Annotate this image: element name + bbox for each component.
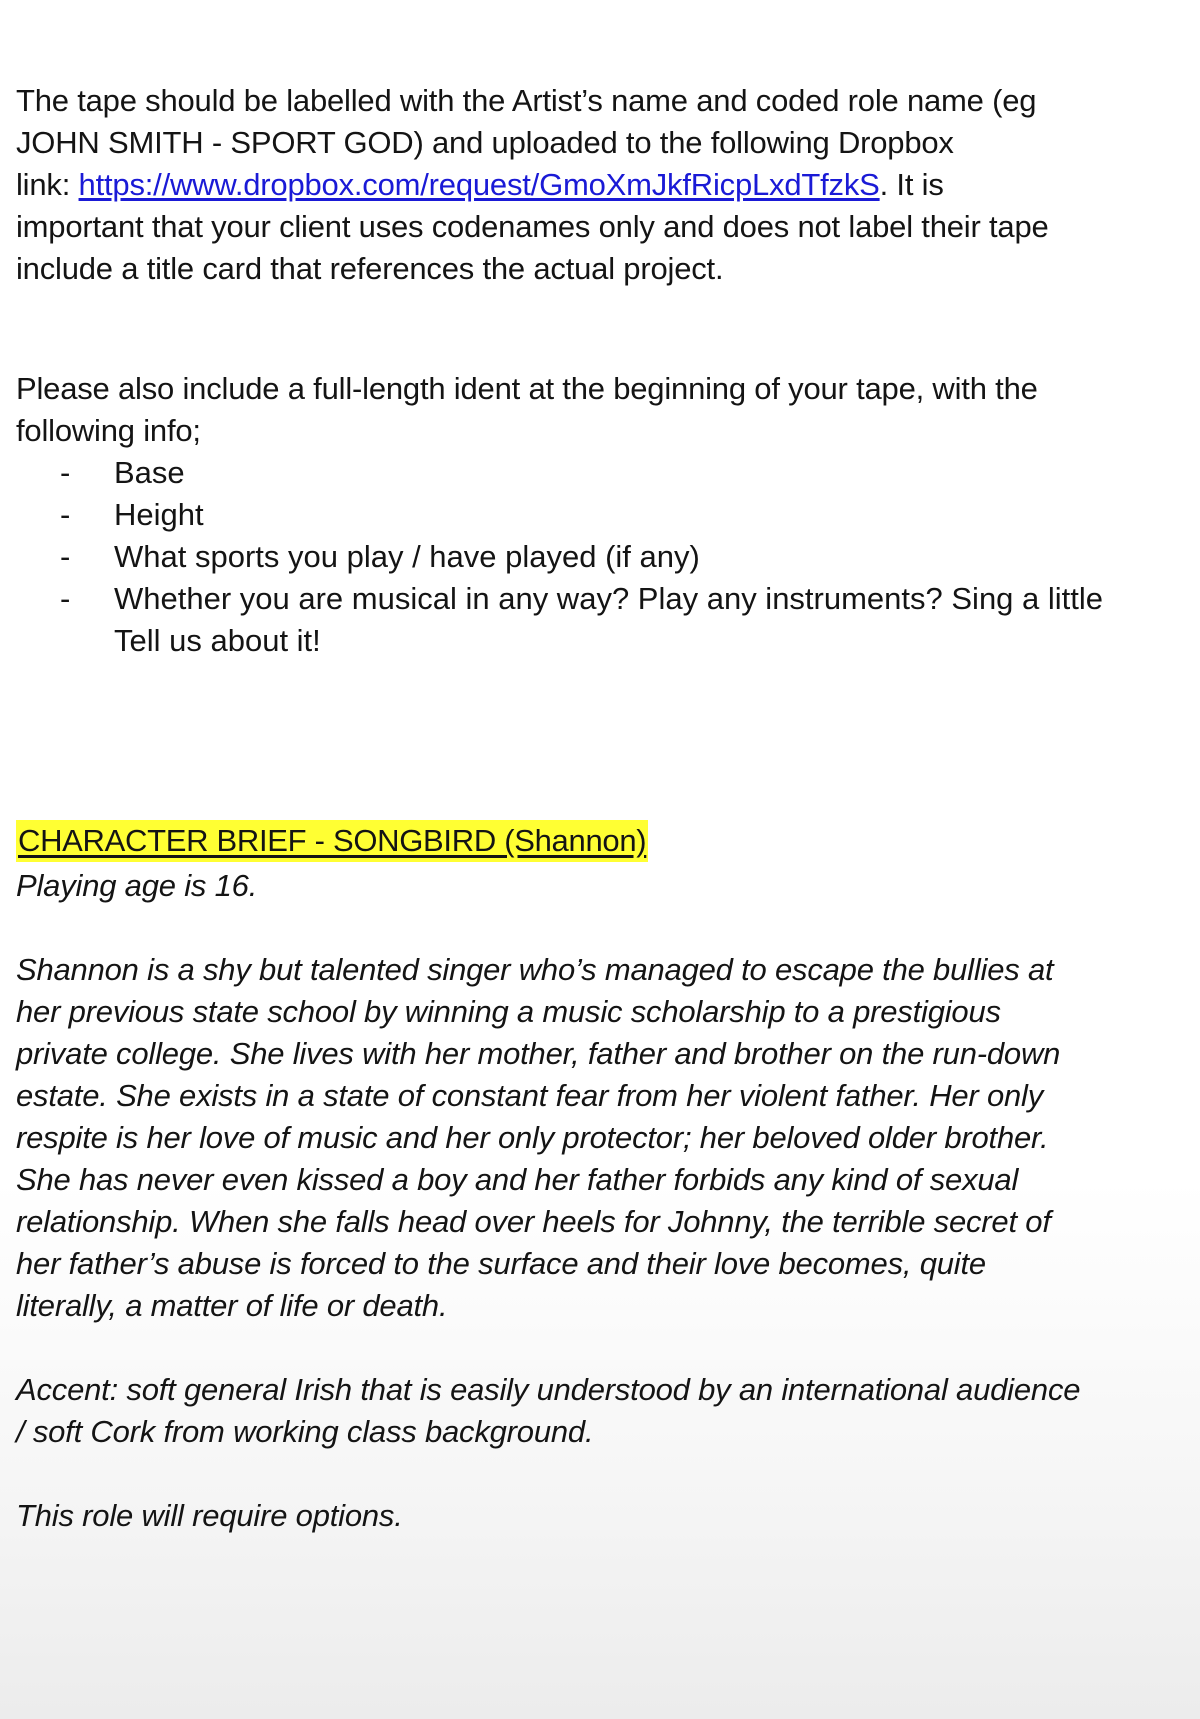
description-line: her father’s abuse is forced to the surface and their love becomes, quite — [16, 1246, 986, 1281]
ident-line-1: Please also include a full-length ident at the beginning of your tape, with the — [16, 371, 1038, 406]
description-line: private college. She lives with her mother, father and brother on the run-down — [16, 1036, 1061, 1071]
list-item-height: Height — [114, 497, 204, 532]
bullet-marker: - — [60, 539, 71, 574]
intro-line-5: include a title card that references the actual project. — [16, 251, 724, 286]
accent-line-1: Accent: soft general Irish that is easily understood by an international audience — [16, 1372, 1081, 1407]
description-line: Shannon is a shy but talented singer who’s managed to escape the bullies at — [16, 952, 1054, 987]
description-line: her previous state school by winning a music scholarship to a prestigious — [16, 994, 1001, 1029]
bullet-marker: - — [60, 581, 71, 616]
intro-line-4: important that your client uses codenames only and does not label their tape — [16, 209, 1049, 244]
description-line: literally, a matter of life or death. — [16, 1288, 448, 1323]
intro-line-3 — [16, 162, 944, 208]
character-brief-heading: CHARACTER BRIEF - SONGBIRD (Shannon) — [16, 820, 648, 862]
description-line: She has never even kissed a boy and her father forbids any kind of sexual — [16, 1162, 1019, 1197]
options-note: This role will require options. — [16, 1498, 403, 1533]
bullet-marker: - — [60, 455, 71, 490]
dropbox-link[interactable]: https://www.dropbox.com/request/GmoXmJkfRicpLxdTfzkS — [78, 167, 880, 202]
list-item-base: Base — [114, 455, 185, 490]
description-line: estate. She exists in a state of constant fear from her violent father. Her only — [16, 1078, 1044, 1113]
description-line: relationship. When she falls head over heels for Johnny, the terrible secret of — [16, 1204, 1051, 1239]
list-item-musical-continued: Tell us about it! — [114, 623, 321, 658]
intro-line-2: JOHN SMITH - SPORT GOD) and uploaded to the following Dropbox — [16, 125, 954, 160]
description-line: respite is her love of music and her only protector; her beloved older brother. — [16, 1120, 1049, 1155]
bullet-marker: - — [60, 497, 71, 532]
ident-line-2: following info; — [16, 413, 201, 448]
link-prefix: link: — [16, 167, 79, 202]
link-suffix: . It is — [879, 167, 944, 202]
accent-line-2: / soft Cork from working class background. — [16, 1414, 594, 1449]
list-item-sports: What sports you play / have played (if any) — [114, 539, 700, 574]
playing-age: Playing age is 16. — [16, 868, 258, 903]
list-item-musical: Whether you are musical in any way? Play any instruments? Sing a little — [114, 581, 1104, 616]
intro-line-1: The tape should be labelled with the Artist’s name and coded role name (eg — [16, 83, 1037, 118]
